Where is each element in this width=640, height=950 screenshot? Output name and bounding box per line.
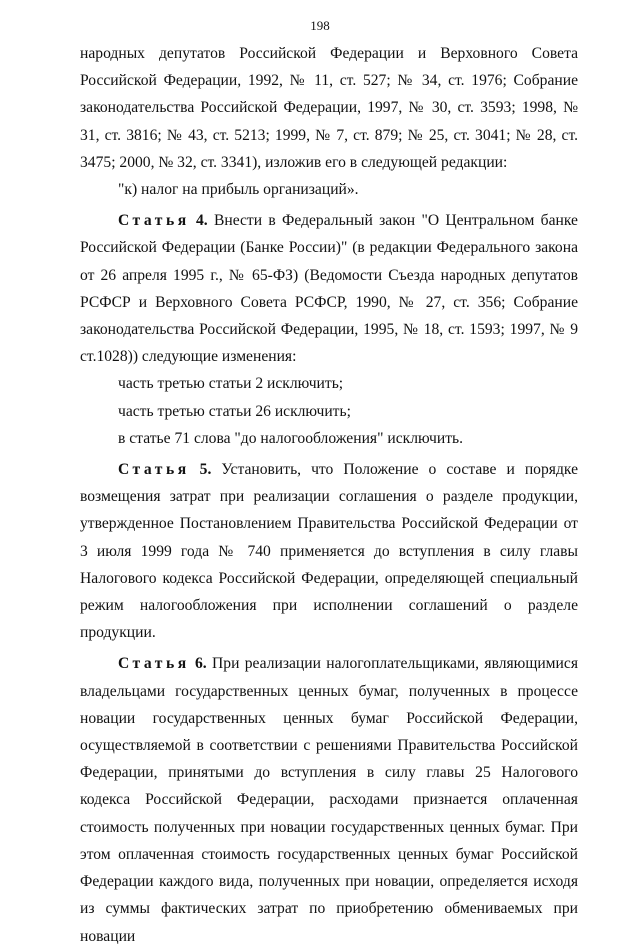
article-4-paragraph <box>80 207 578 370</box>
article-4-item: в статье 71 слова "до налогообложения" исключить. <box>118 429 464 447</box>
article-4-label: Статья <box>118 212 190 230</box>
article-6-number: 6. <box>194 655 207 673</box>
article-4-number: 4. <box>195 212 208 230</box>
intro-paragraph: народных депутатов Российской Федерации и Верховного Совета Российской Федерации, 1992, № 11, ст. 527; № 34, ст. 1976; Собрание законодательства Российской Федерации, 1997, № 30, ст. 3593; 1998, № 31, ст. 3816; № 43, ст. 5213; 1999, № 7, ст. 879; № 25, ст. 3041; № 28, ст. 3475; 2000, № 32, ст. 3341), изложив его в следующей редакции: <box>80 45 578 171</box>
page-number: 198 <box>310 18 330 33</box>
intro-quote: "к) налог на прибыль организаций». <box>118 181 359 199</box>
article-5-text: Установить, что Положение о составе и порядке возмещения затрат при реализации соглашения о разделе продукции, утвержденное Постановлением Правительства Российской Федерации от 3 июля 1999 года № 740 применяется до вступления в силу главы Налогового кодекса Российской Федерации, определяющей специальный режим налогообложения при исполнении соглашений о разделе продукции. <box>80 461 578 642</box>
article-6-label: Статья <box>118 655 190 673</box>
article-4-item: часть третью статьи 2 исключить; <box>118 375 344 393</box>
article-5-paragraph <box>80 456 578 646</box>
article-4-item: часть третью статьи 26 исключить; <box>118 402 351 420</box>
article-6-text: При реализации налогоплательщиками, являющимися владельцами государственных ценных бумаг, полученных в процессе новации государственных ценных бумаг Российской Федерации, осуществляемой в соответствии с решениями Правительства Российской Федерации, принятыми до вступления в силу главы 25 Налогового кодекса Российской Федерации, расходами признается оплаченная стоимость полученных при новации государственных ценных бумаг. При этом оплаченная стоимость государственных ценных бумаг Российской Федерации каждого вида, полученных при новации, определяется исходя из суммы фактических затрат по приобретению обмениваемых при новации <box>80 655 578 945</box>
article-4-text: Внести в Федеральный закон "О Центральном банке Российской Федерации (Банке России)" (в редакции Федерального закона от 26 апреля 1995 г., № 65-ФЗ) (Ведомости Съезда народных депутатов РСФСР и Верховного Совета РСФСР, 1990, № 27, ст. 356; Собрание законодательства Российской Федерации, 1995, № 18, ст. 1593; 1997, № 9 ст.1028)) следующие изменения: <box>80 212 578 366</box>
article-6-paragraph <box>80 650 578 949</box>
document-body <box>80 40 578 950</box>
article-5-number: 5. <box>199 461 212 479</box>
article-5-label: Статья <box>118 461 190 479</box>
